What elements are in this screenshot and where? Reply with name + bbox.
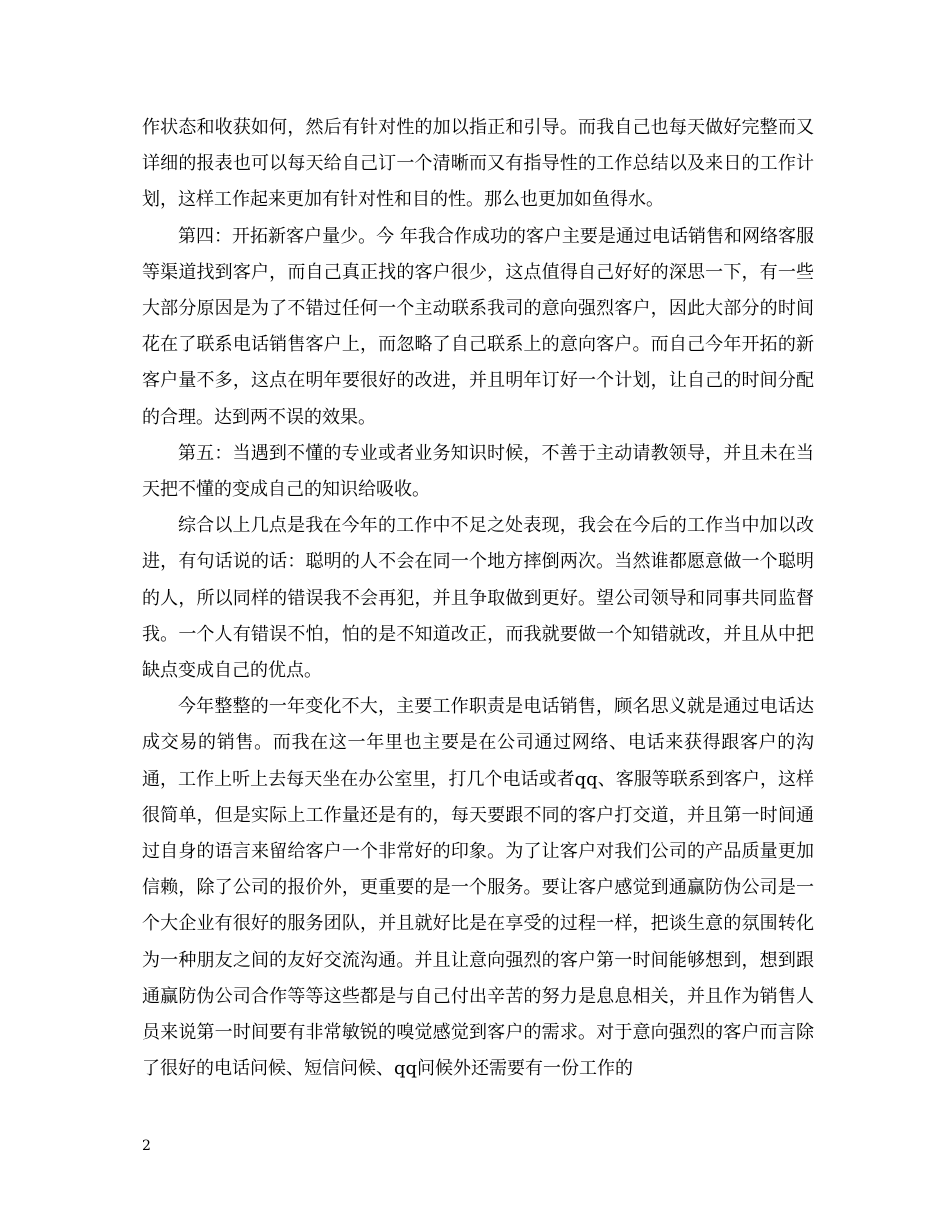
paragraph-point-four: 第四：开拓新客户量少。今 年我合作成功的客户主要是通过电话销售和网络客服等渠道找到客户，而自己真正找的客户很少，这点值得自己好好的深思一下，有一些大部分原因是为了不错过任何一个主动联系我司的意向强烈客户，因此大部分的时间花在了联系电话销售客户上，而忽略了自己联系上的意向客户。而自己今年开拓的新客户量不多，这点在明年要很好的改进，并且明年订好一个计划，让自己的时间分配的合理。达到两不误的效果。 [142, 225, 814, 428]
body-text [142, 110, 814, 1087]
page-number: 2 [142, 1138, 151, 1154]
paragraph-summary: 综合以上几点是我在今年的工作中不足之处表现，我会在今后的工作当中加以改进，有句话说的话：聪明的人不会在同一个地方摔倒两次。当然谁都愿意做一个聪明的人，所以同样的错误我不会再犯，并且争取做到更好。望公司领导和同事共同监督我。一个人有错误不怕，怕的是不知道改正，而我就要做一个知错就改，并且从中把缺点变成自己的优点。 [142, 515, 814, 682]
paragraph-continued: 作状态和收获如何，然后有针对性的加以指正和引导。而我自己也每天做好完整而又详细的报表也可以每天给自己订一个清晰而又有指导性的工作总结以及来日的工作计划，这样工作起来更加有针对性和目的性。那么也更加如鱼得水。 [142, 117, 814, 211]
paragraph-year-review: 今年整整的一年变化不大，主要工作职责是电话销售，顾名思义就是通过电话达成交易的销售。而我在这一年里也主要是在公司通过网络、电话来获得跟客户的沟通，工作上听上去每天坐在办公室里，打几个电话或者qq、客服等联系到客户，这样很简单，但是实际上工作量还是有的，每天要跟不同的客户打交道，并且第一时间通过自身的语言来留给客户一个非常好的印象。为了让客户对我们公司的产品质量更加信赖，除了公司的报价外，更重要的是一个服务。要让客户感觉到通赢防伪公司是一个大企业有很好的服务团队，并且就好比是在享受的过程一样，把谈生意的氛围转化为一种朋友之间的友好交流沟通。并且让意向强烈的客户第一时间能够想到，想到跟通赢防伪公司合作等等这些都是与自己付出辛苦的努力是息息相关，并且作为销售人员来说第一时间要有非常敏锐的嗅觉感觉到客户的需求。对于意向强烈的客户而言除了很好的电话问候、短信问候、qq问候外还需要有一份工作的 [142, 696, 814, 1080]
paragraph-point-five: 第五：当遇到不懂的专业或者业务知识时候，不善于主动请教领导，并且未在当天把不懂的变成自己的知识给吸收。 [142, 442, 814, 501]
